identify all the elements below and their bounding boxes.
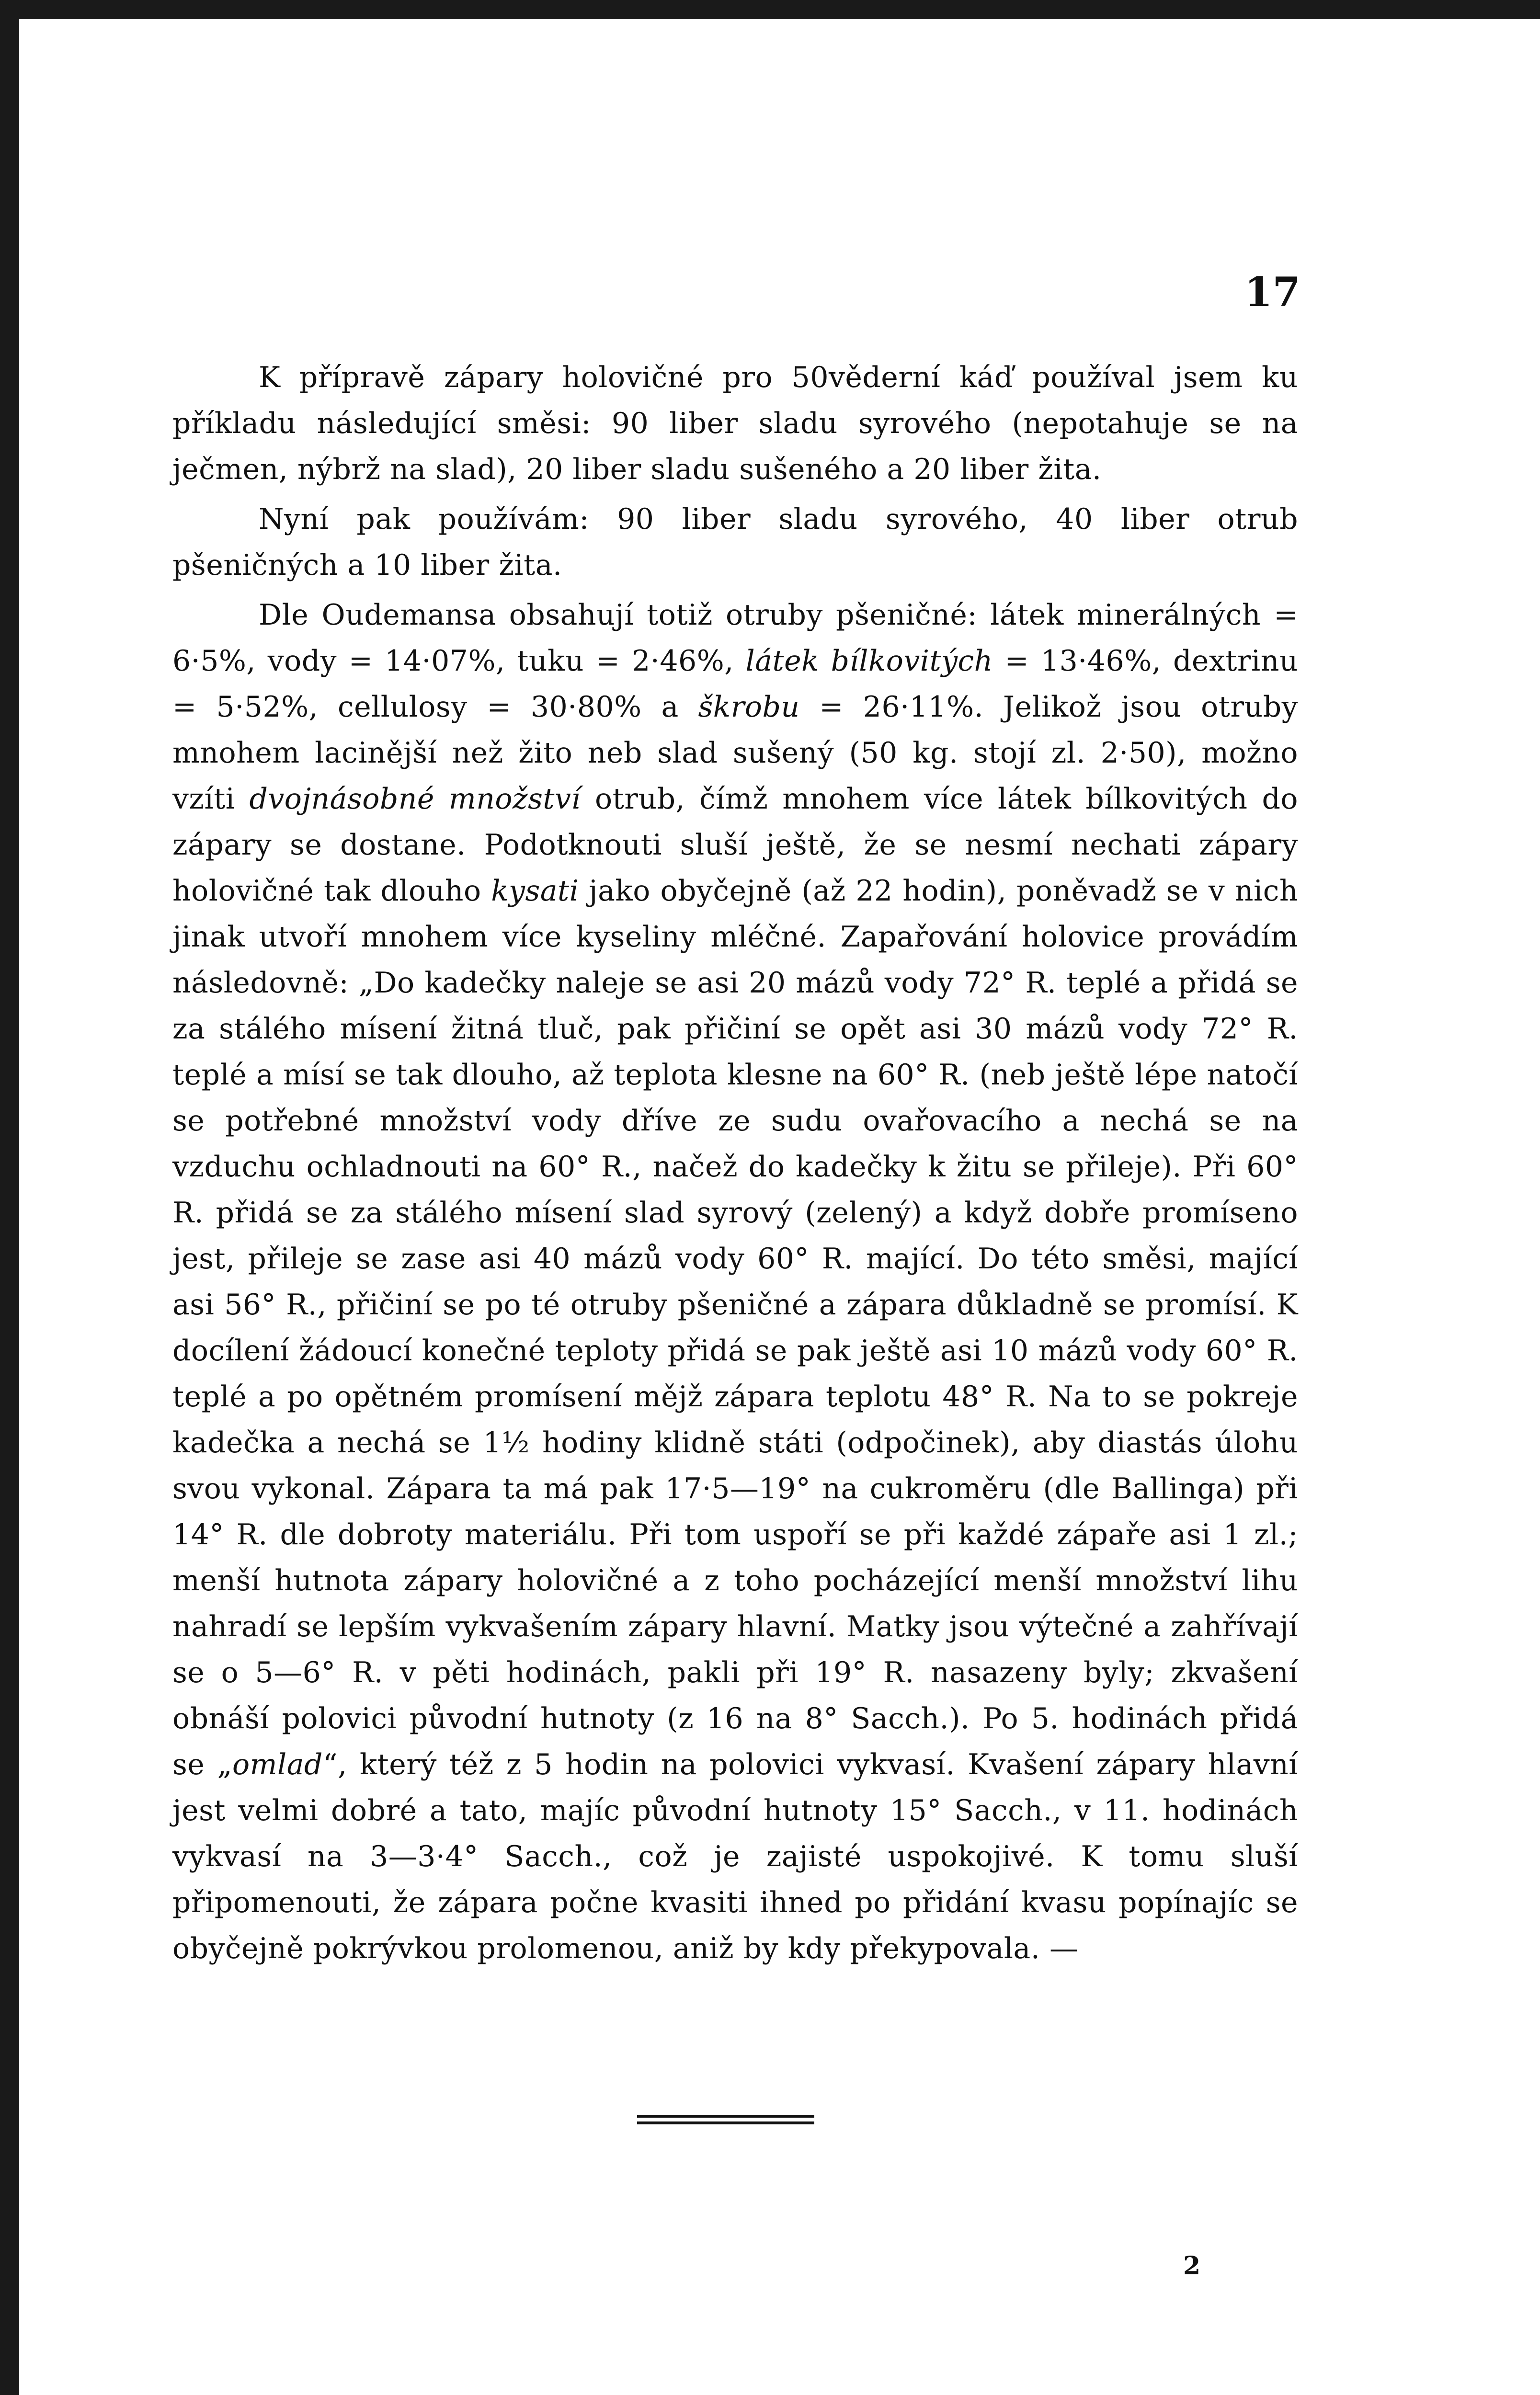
paragraph-1 [172,354,1298,492]
paragraph-3-seg-0: Dle Oudemansa obsahují totiž otruby pšeničné: látek minerálných = 6·5%, vody = 14·07%, tuku = 2·46%, [172,598,1298,678]
scan-border-left [0,0,19,2395]
paragraph-3-seg-10: “, který též z 5 hodin na polovici vykvasí. Kvašení zápary hlavní jest velmi dobré a tato, majíc původní hutnoty 15° Sacch., v 11. hodinách vykvasí na 3—3·4° Sacch., což je zajisté uspokojivé. K tomu sluší připomenouti, že zápara počne kvasiti ihned po přidání kvasu popínajíc se obyčejně pokrývkou prolomenou, aniž by kdy překypovala. — [172,1748,1298,1965]
paragraph-3-italic-skrobu: škrobu [698,690,800,724]
paragraph-2-text: Nyní pak používám: 90 liber sladu syrového, 40 liber otrub pšeničných a 10 liber žita. [172,502,1298,582]
body-text [172,354,1298,1975]
page-number: 17 [1244,268,1300,316]
divider-line-top [637,2115,814,2118]
paragraph-3-seg-2: = 13·46%, dextrinu = 5·52%, cellulosy = 30·80% a [172,644,1298,724]
paragraph-3-seg-8: jako obyčejně (až 22 hodin), poněvadž se v nich jinak utvoří mnohem více kyseliny mléčné. Zapařování holovice provádím následovně: „Do kadečky naleje se asi 20 mázů vody 72° R. teplé a přidá se za stálého mísení žitná tluč, pak přičiní se opět asi 30 mázů vody 72° R. teplé a mísí se tak dlouho, až teplota klesne na 60° R. (neb ještě lépe natočí se potřebné množství vody dříve ze sudu ovařovacího a nechá se na vzduchu ochladnouti na 60° R., načež do kadečky k žitu se přileje). Při 60° R. přidá se za stálého mísení slad syrový (zelený) a když dobře promíseno jest, přileje se zase asi 40 mázů vody 60° R. mající. Do této směsi, mající asi 56° R., přičiní se po té otruby pšeničné a zápara důkladně se promísí. K docílení žádoucí konečné teploty přidá se pak ještě asi 10 mázů vody 60° R. teplé a po opětném promísení mějž zápara teplotu 48° R. Na to se pokreje kadečka a nechá se 1½ hodiny klidně státi (odpočinek), aby diastás úlohu svou vykonal. Zápara ta má pak 17·5—19° na cukroměru (dle Ballinga) při 14° R. dle dobroty materiálu. Při tom uspoří se při každé zápaře asi 1 zl.; menší hutnota zápary holovičné a z toho pocházející menší množství lihu nahradí se lepším vykvašením zápary hlavní. Matky jsou výtečné a zahřívají se o 5—6° R. v pěti hodinách, pakli při 19° R. nasazeny byly; zkvašení obnáší polovici původní hutnoty (z 16 na 8° Sacch.). Po 5. hodinách přidá se „ [172,874,1298,1781]
paragraph-3-italic-kysati: kysati [491,874,579,908]
paragraph-3-italic-dvojnasobne: dvojnásobné množství [249,782,581,816]
paragraph-3-italic-latek-bilkovitych: látek bílkovitých [745,644,993,678]
scan-border-top [0,0,1540,19]
paragraph-1-text: K přípravě zápary holovičné pro 50věderní káď používal jsem ku příkladu následující směsi: 90 liber sladu syrového (nepotahuje se na ječmen, nýbrž na slad), 20 liber sladu sušeného a 20 liber žita. [172,361,1298,486]
divider-line-bottom [637,2121,814,2124]
paragraph-3-seg-4: = 26·11%. Jelikož jsou otruby mnohem lacinější než žito neb slad sušený (50 kg. stojí zl. 2·50), možno vzíti [172,690,1298,816]
paragraph-2 [172,496,1298,588]
signature-mark: 2 [1183,2251,1201,2281]
paragraph-3-seg-6: otrub, čímž mnohem více látek bílkovitých do zápary se dostane. Podotknouti sluší ještě, že se nesmí nechati zápary holovičné tak dlouho [172,782,1299,908]
paragraph-3 [172,592,1298,1972]
paragraph-3-italic-omlad: omlad [232,1748,323,1781]
section-divider-double-rule [637,2115,814,2125]
